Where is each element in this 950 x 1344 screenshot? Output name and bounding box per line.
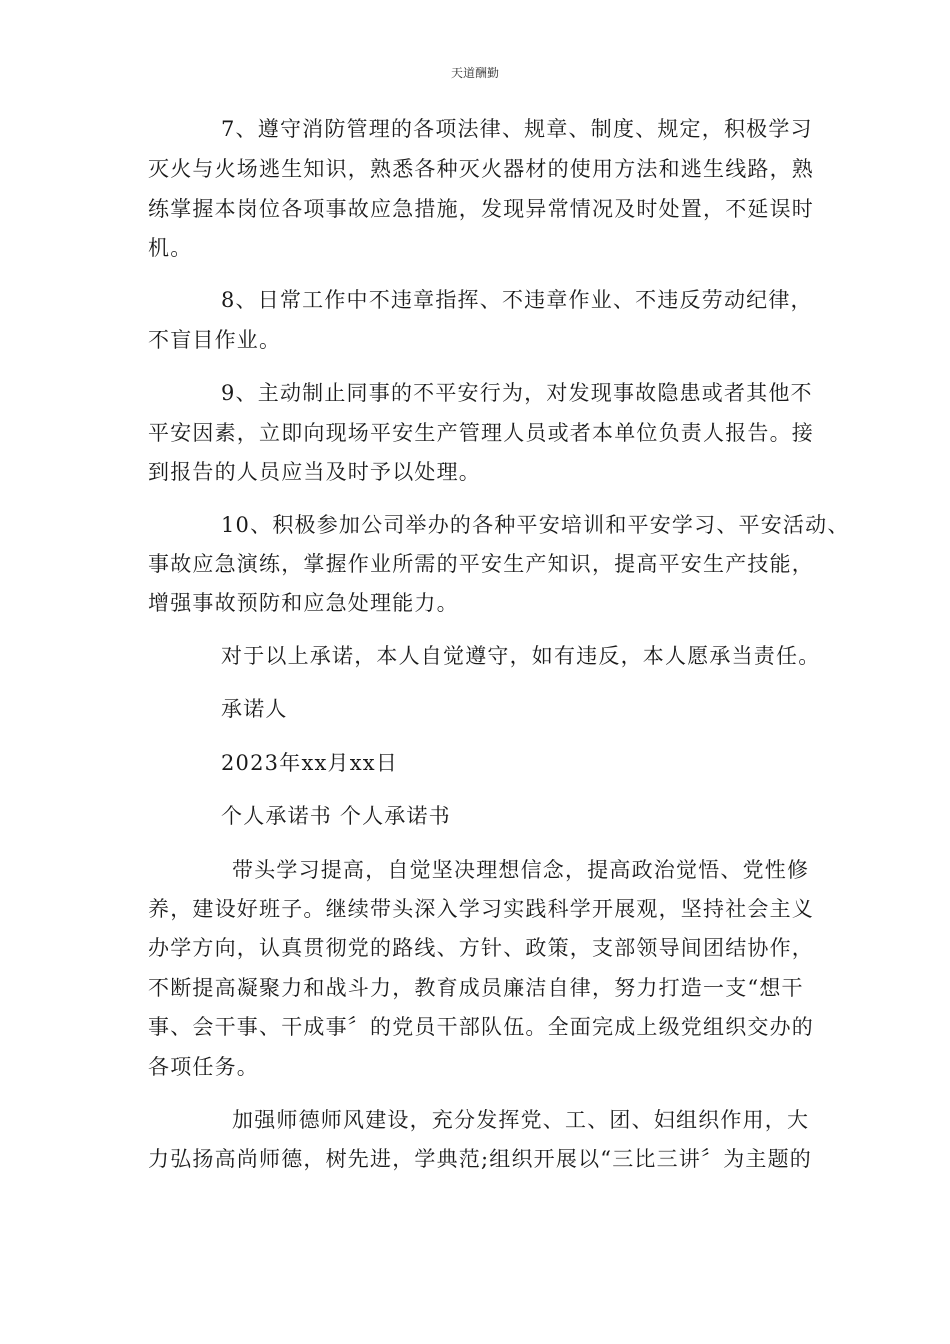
- text-line: 平安因素，立即向现场平安生产管理人员或者本单位负责人报告。接: [148, 421, 814, 445]
- text-line: 承诺人: [221, 697, 288, 721]
- text-line: 灭火与火场逃生知识，熟悉各种灭火器材的使用方法和逃生线路，熟: [148, 157, 814, 181]
- text-line: 不断提高凝聚力和战斗力，教育成员廉洁自律，努力打造一支“想干: [148, 976, 804, 1000]
- text-line: 10、积极参加公司举办的各种平安培训和平安学习、平安活动、: [221, 513, 850, 537]
- text-line: 事、会干事、干成事〞的党员干部队伍。全面完成上级党组织交办的: [148, 1015, 814, 1039]
- text-line: 个人承诺书 个人承诺书: [221, 804, 451, 828]
- text-line: 对于以上承诺，本人自觉遵守，如有违反，本人愿承当责任。: [221, 644, 821, 668]
- text-line: 增强事故预防和应急处理能力。: [148, 591, 459, 615]
- text-line: 9、主动制止同事的不平安行为，对发现事故隐患或者其他不: [221, 381, 813, 405]
- text-line: 不盲目作业。: [148, 328, 282, 352]
- text-line: 2023年xx月xx日: [221, 751, 399, 775]
- text-line: 带头学习提高，自觉坚决理想信念，提高政治觉悟、党性修: [232, 858, 810, 882]
- text-line: 办学方向，认真贯彻党的路线、方针、政策，支部领导间团结协作，: [148, 936, 814, 960]
- text-line: 练掌握本岗位各项事故应急措施，发现异常情况及时处置，不延误时: [148, 197, 814, 221]
- text-line: 各项任务。: [148, 1055, 259, 1079]
- text-line: 力弘扬高尚师德，树先进，学典范;组织开展以“三比三讲〞为主题的: [148, 1147, 813, 1171]
- text-line: 到报告的人员应当及时予以处理。: [148, 460, 481, 484]
- text-line: 加强师德师风建设，充分发挥党、工、团、妇组织作用，大: [232, 1108, 810, 1132]
- text-line: 事故应急演练，掌握作业所需的平安生产知识，提高平安生产技能，: [148, 552, 814, 576]
- text-line: 机。: [148, 236, 193, 260]
- text-line: 养，建设好班子。继续带头深入学习实践科学开展观，坚持社会主义: [148, 897, 814, 921]
- text-line: 7、遵守消防管理的各项法律、规章、制度、规定，积极学习: [221, 117, 813, 141]
- page-header: 天道酬勤: [450, 66, 499, 80]
- text-line: 8、日常工作中不违章指挥、不违章作业、不违反劳动纪律，: [221, 288, 813, 312]
